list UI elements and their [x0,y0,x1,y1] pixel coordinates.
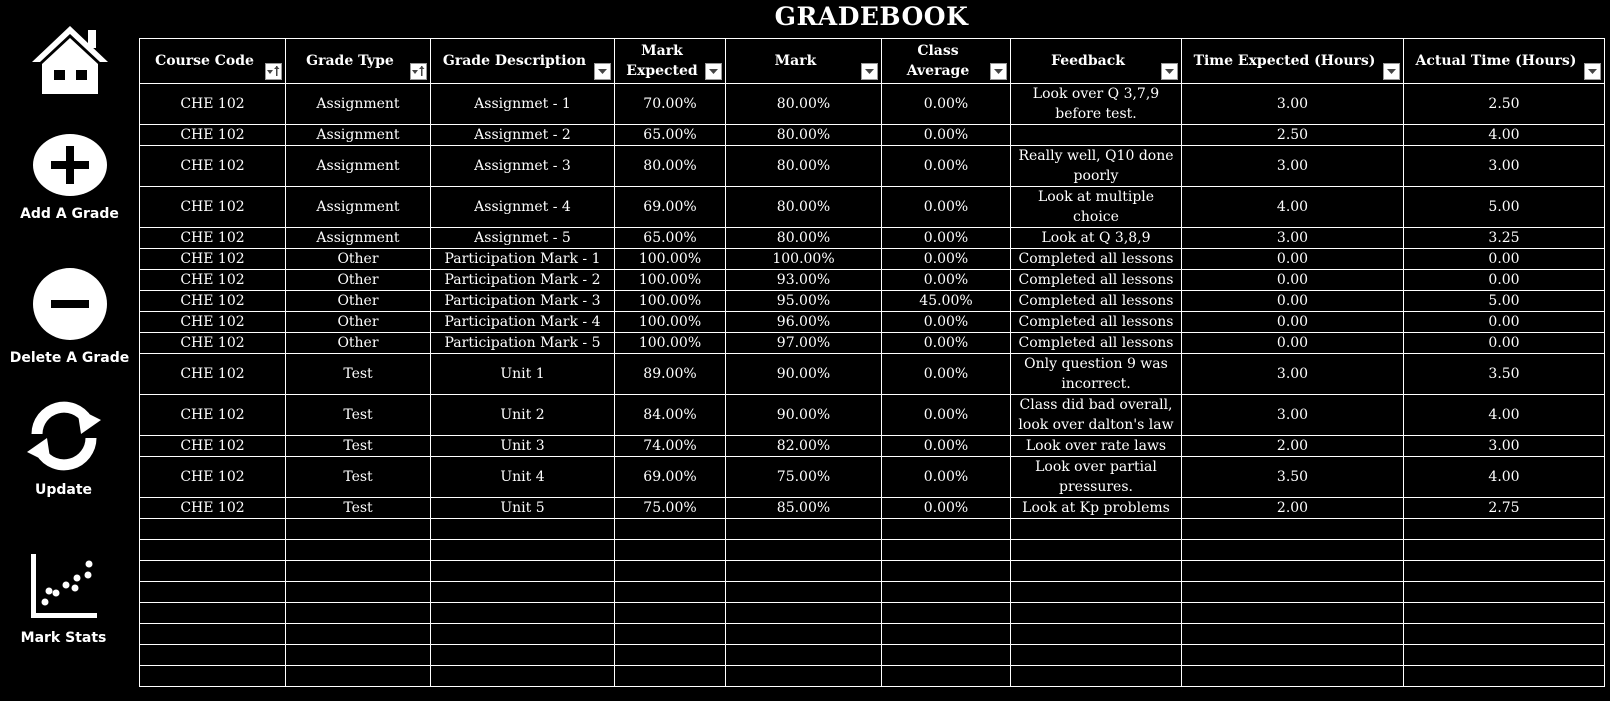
table-cell[interactable]: 75.00% [726,457,882,498]
table-cell[interactable]: Other [286,291,431,312]
table-cell[interactable]: 3.50 [1182,457,1404,498]
table-cell[interactable]: 45.00% [882,291,1011,312]
table-cell[interactable]: Only question 9 was incorrect. [1011,354,1182,395]
table-cell[interactable]: Look over partial pressures. [1011,457,1182,498]
empty-cell[interactable] [431,582,615,603]
empty-row [140,603,1605,624]
filter-dropdown-button[interactable] [1584,63,1601,80]
empty-cell[interactable] [431,624,615,645]
empty-cell[interactable] [431,603,615,624]
sort-filter-icon [267,66,280,77]
table-cell[interactable]: Assignmet - 2 [431,125,615,146]
empty-cell[interactable] [615,561,726,582]
add-grade-label: Add A Grade [20,206,119,222]
table-cell[interactable]: Participation Mark - 3 [431,291,615,312]
table-row [140,436,1605,457]
table-cell[interactable]: 0.00 [1182,312,1404,333]
column-header [286,39,431,84]
empty-cell[interactable] [615,645,726,666]
empty-cell[interactable] [1404,624,1605,645]
column-header [140,39,286,84]
table-cell[interactable]: CHE 102 [140,125,286,146]
table-cell[interactable]: 80.00% [726,228,882,249]
table-cell[interactable]: Really well, Q10 done poorly [1011,146,1182,187]
table-cell[interactable]: 0.00% [882,84,1011,125]
table-cell[interactable]: CHE 102 [140,146,286,187]
column-header [1182,39,1404,84]
table-cell[interactable]: Look over rate laws [1011,436,1182,457]
table-cell[interactable]: 0.00 [1404,333,1605,354]
empty-cell[interactable] [726,582,882,603]
column-header-label: Mark [774,53,817,69]
filter-dropdown-button[interactable] [594,63,611,80]
table-cell[interactable]: Other [286,312,431,333]
refresh-icon [17,398,111,474]
table-cell[interactable]: 0.00% [882,249,1011,270]
table-cell[interactable]: Look over Q 3,7,9 before test. [1011,84,1182,125]
table-cell[interactable]: 100.00% [615,270,726,291]
empty-cell[interactable] [726,561,882,582]
table-cell[interactable]: Unit 5 [431,498,615,519]
table-cell[interactable]: CHE 102 [140,498,286,519]
table-cell[interactable]: Test [286,354,431,395]
empty-cell[interactable] [431,666,615,687]
column-header-label: Grade Description [442,53,587,69]
empty-cell[interactable] [726,645,882,666]
chevron-down-icon [1165,69,1174,75]
filter-dropdown-button[interactable] [1383,63,1400,80]
table-cell[interactable]: Look at Kp problems [1011,498,1182,519]
table-cell[interactable]: 85.00% [726,498,882,519]
table-cell[interactable]: 3.00 [1404,436,1605,457]
empty-cell[interactable] [1182,645,1404,666]
table-cell[interactable]: CHE 102 [140,84,286,125]
empty-cell[interactable] [140,624,286,645]
table-cell[interactable]: 100.00% [615,249,726,270]
table-cell[interactable]: 3.00 [1182,228,1404,249]
table-cell[interactable]: 4.00 [1404,125,1605,146]
table-row [140,270,1605,291]
table-cell[interactable]: Assignment [286,187,431,228]
column-header [615,39,726,84]
empty-row [140,519,1605,540]
table-cell[interactable]: Look at multiple choice [1011,187,1182,228]
table-cell[interactable]: Completed all lessons [1011,270,1182,291]
mark-stats-label: Mark Stats [20,630,107,646]
empty-cell[interactable] [1404,603,1605,624]
column-header-label: Mark Expected [626,43,698,79]
table-cell[interactable]: Completed all lessons [1011,312,1182,333]
empty-cell[interactable] [431,519,615,540]
empty-cell[interactable] [1182,582,1404,603]
table-cell[interactable]: Assignmet - 4 [431,187,615,228]
empty-cell[interactable] [1011,645,1182,666]
minus-circle-icon [31,266,109,342]
empty-cell[interactable] [286,645,431,666]
table-cell[interactable]: Assignmet - 3 [431,146,615,187]
table-cell[interactable]: Test [286,395,431,436]
table-cell[interactable]: 2.50 [1182,125,1404,146]
filter-dropdown-button[interactable] [990,63,1007,80]
empty-cell[interactable] [1182,519,1404,540]
table-cell[interactable]: Unit 2 [431,395,615,436]
table-cell[interactable]: CHE 102 [140,354,286,395]
table-cell[interactable]: 90.00% [726,354,882,395]
table-cell[interactable]: 0.00 [1182,249,1404,270]
page-title: GRADEBOOK [774,2,969,31]
table-cell[interactable]: 74.00% [615,436,726,457]
table-cell[interactable]: Participation Mark - 4 [431,312,615,333]
table-cell[interactable]: CHE 102 [140,333,286,354]
column-header-label: Grade Type [306,53,394,69]
empty-cell[interactable] [140,519,286,540]
empty-cell[interactable] [140,666,286,687]
table-cell[interactable]: 70.00% [615,84,726,125]
empty-cell[interactable] [140,582,286,603]
table-cell[interactable]: 0.00% [882,498,1011,519]
table-cell[interactable]: Unit 1 [431,354,615,395]
table-cell[interactable]: 0.00% [882,270,1011,291]
table-cell[interactable]: Completed all lessons [1011,333,1182,354]
table-cell[interactable]: CHE 102 [140,291,286,312]
table-row [140,249,1605,270]
filter-dropdown-button[interactable] [705,63,722,80]
plus-circle-icon [31,132,109,198]
table-cell[interactable]: 75.00% [615,498,726,519]
empty-cell[interactable] [726,603,882,624]
empty-cell[interactable] [615,582,726,603]
table-cell[interactable]: 80.00% [726,84,882,125]
table-cell[interactable]: 3.00 [1182,354,1404,395]
table-cell[interactable]: 96.00% [726,312,882,333]
table-cell[interactable]: 4.00 [1404,457,1605,498]
table-row [140,187,1605,228]
table-cell[interactable]: 0.00% [882,312,1011,333]
table-cell[interactable] [1011,125,1182,146]
table-cell[interactable]: Class did bad overall, look over dalton's law [1011,395,1182,436]
table-row [140,84,1605,125]
table-cell[interactable]: CHE 102 [140,228,286,249]
table-cell[interactable]: 4.00 [1182,187,1404,228]
empty-cell[interactable] [1011,666,1182,687]
table-cell[interactable]: 0.00 [1182,270,1404,291]
home-icon [28,22,112,98]
table-cell[interactable]: CHE 102 [140,436,286,457]
empty-cell[interactable] [1404,540,1605,561]
table-cell[interactable]: Assignment [286,84,431,125]
empty-cell[interactable] [286,519,431,540]
table-row [140,146,1605,187]
table-cell[interactable]: 89.00% [615,354,726,395]
table-cell[interactable]: Assignmet - 5 [431,228,615,249]
table-cell[interactable]: 4.00 [1404,395,1605,436]
home-button[interactable] [0,22,139,102]
table-cell[interactable]: Completed all lessons [1011,291,1182,312]
empty-cell[interactable] [286,603,431,624]
empty-cell[interactable] [1404,561,1605,582]
column-header [882,39,1011,84]
chevron-down-icon [994,69,1003,75]
empty-cell[interactable] [882,603,1011,624]
table-cell[interactable]: Participation Mark - 1 [431,249,615,270]
empty-cell[interactable] [726,519,882,540]
table-cell[interactable]: Assignment [286,125,431,146]
table-cell[interactable]: 2.75 [1404,498,1605,519]
column-header-label: Class Average [906,43,970,79]
table-row [140,125,1605,146]
table-cell[interactable]: CHE 102 [140,187,286,228]
table-cell[interactable]: 0.00% [882,187,1011,228]
empty-cell[interactable] [726,624,882,645]
empty-row [140,561,1605,582]
table-cell[interactable]: 0.00% [882,354,1011,395]
table-cell[interactable]: CHE 102 [140,457,286,498]
delete-grade-button[interactable] [0,266,139,366]
table-cell[interactable]: 2.50 [1404,84,1605,125]
empty-cell[interactable] [1011,603,1182,624]
empty-cell[interactable] [431,645,615,666]
sort-filter-icon [412,66,425,77]
chevron-down-icon [1588,69,1597,75]
update-button[interactable] [0,398,133,498]
table-cell[interactable]: CHE 102 [140,270,286,291]
column-header-label: Course Code [155,53,254,69]
filter-dropdown-button[interactable] [861,63,878,80]
column-header-label: Actual Time (Hours) [1415,53,1577,69]
table-cell[interactable]: 2.00 [1182,498,1404,519]
table-cell[interactable]: 0.00% [882,146,1011,187]
table-cell[interactable]: 0.00% [882,395,1011,436]
table-cell[interactable]: Assignment [286,228,431,249]
empty-cell[interactable] [1011,540,1182,561]
empty-cell[interactable] [1011,582,1182,603]
empty-row [140,645,1605,666]
empty-cell[interactable] [140,603,286,624]
table-cell[interactable]: Test [286,498,431,519]
empty-cell[interactable] [1182,624,1404,645]
table-cell[interactable]: 65.00% [615,228,726,249]
chevron-down-icon [865,69,874,75]
column-header [1404,39,1605,84]
table-cell[interactable]: 3.50 [1404,354,1605,395]
empty-row [140,540,1605,561]
column-header [1011,39,1182,84]
table-cell[interactable]: Other [286,270,431,291]
table-row [140,312,1605,333]
table-cell[interactable]: 69.00% [615,187,726,228]
empty-cell[interactable] [286,582,431,603]
mark-stats-button[interactable] [0,552,133,646]
sidebar [0,0,139,701]
empty-cell[interactable] [1011,519,1182,540]
table-cell[interactable]: 0.00 [1182,291,1404,312]
empty-cell[interactable] [431,561,615,582]
update-label: Update [34,482,93,498]
column-header-label: Time Expected (Hours) [1193,53,1376,69]
table-cell[interactable]: 100.00% [615,312,726,333]
table-cell[interactable]: CHE 102 [140,395,286,436]
empty-cell[interactable] [1404,519,1605,540]
empty-cell[interactable] [882,582,1011,603]
empty-cell[interactable] [615,624,726,645]
table-cell[interactable]: 0.00 [1182,333,1404,354]
table-cell[interactable]: Participation Mark - 5 [431,333,615,354]
table-cell[interactable]: 3.00 [1182,84,1404,125]
empty-cell[interactable] [882,645,1011,666]
chevron-down-icon [709,69,718,75]
table-cell[interactable]: 5.00 [1404,187,1605,228]
gradebook-table [139,38,1605,687]
empty-cell[interactable] [1182,540,1404,561]
empty-cell[interactable] [1404,666,1605,687]
empty-cell[interactable] [286,561,431,582]
empty-cell[interactable] [1404,645,1605,666]
table-row [140,228,1605,249]
column-header [431,39,615,84]
empty-cell[interactable] [286,540,431,561]
table-cell[interactable]: 0.00% [882,436,1011,457]
empty-cell[interactable] [140,645,286,666]
table-row [140,333,1605,354]
table-cell[interactable]: Assignmet - 1 [431,84,615,125]
table-row [140,498,1605,519]
table-row [140,395,1605,436]
empty-cell[interactable] [726,666,882,687]
empty-cell[interactable] [1182,603,1404,624]
table-cell[interactable]: 3.00 [1182,146,1404,187]
table-cell[interactable]: Participation Mark - 2 [431,270,615,291]
table-cell[interactable]: 3.00 [1182,395,1404,436]
empty-row [140,582,1605,603]
table-cell[interactable]: 97.00% [726,333,882,354]
empty-cell[interactable] [882,519,1011,540]
empty-cell[interactable] [615,519,726,540]
table-cell[interactable]: 84.00% [615,395,726,436]
table-cell[interactable]: 0.00 [1404,270,1605,291]
table-cell[interactable]: CHE 102 [140,249,286,270]
table-cell[interactable]: 95.00% [726,291,882,312]
table-cell[interactable]: 80.00% [615,146,726,187]
table-cell[interactable]: 0.00% [882,457,1011,498]
empty-cell[interactable] [1182,666,1404,687]
chevron-down-icon [598,69,607,75]
table-cell[interactable]: Completed all lessons [1011,249,1182,270]
table-cell[interactable]: Unit 4 [431,457,615,498]
delete-grade-label: Delete A Grade [9,350,130,366]
table-cell[interactable]: 100.00% [615,333,726,354]
table-cell[interactable]: CHE 102 [140,312,286,333]
table-cell[interactable]: 80.00% [726,146,882,187]
column-header [726,39,882,84]
table-cell[interactable]: 100.00% [615,291,726,312]
add-grade-button[interactable] [0,132,139,222]
table-cell[interactable]: 0.00% [882,125,1011,146]
table-cell[interactable]: 0.00% [882,333,1011,354]
empty-cell[interactable] [726,540,882,561]
empty-cell[interactable] [140,561,286,582]
sort-filter-button[interactable] [410,63,427,80]
table-cell[interactable]: 3.00 [1404,146,1605,187]
table-cell[interactable]: Assignment [286,146,431,187]
table-cell[interactable]: Unit 3 [431,436,615,457]
empty-cell[interactable] [615,540,726,561]
empty-cell[interactable] [882,666,1011,687]
table-cell[interactable]: 5.00 [1404,291,1605,312]
table-cell[interactable]: 93.00% [726,270,882,291]
table-cell[interactable]: Other [286,333,431,354]
table-cell[interactable]: 82.00% [726,436,882,457]
column-header-label: Feedback [1051,53,1125,69]
empty-cell[interactable] [431,540,615,561]
table-cell[interactable]: 90.00% [726,395,882,436]
empty-cell[interactable] [1182,561,1404,582]
empty-cell[interactable] [140,540,286,561]
empty-cell[interactable] [286,666,431,687]
table-cell[interactable]: Other [286,249,431,270]
empty-cell[interactable] [882,540,1011,561]
chevron-down-icon [1387,69,1396,75]
empty-row [140,624,1605,645]
table-cell[interactable]: 0.00 [1404,249,1605,270]
table-cell[interactable]: 65.00% [615,125,726,146]
empty-cell[interactable] [1011,561,1182,582]
table-cell[interactable]: 0.00% [882,228,1011,249]
table-cell[interactable]: 69.00% [615,457,726,498]
table-cell[interactable]: Test [286,457,431,498]
empty-cell[interactable] [615,666,726,687]
sort-filter-button[interactable] [265,63,282,80]
empty-cell[interactable] [882,561,1011,582]
empty-cell[interactable] [1011,624,1182,645]
table-cell[interactable]: 0.00 [1404,312,1605,333]
empty-cell[interactable] [1404,582,1605,603]
table-cell[interactable]: 80.00% [726,187,882,228]
table-cell[interactable]: Test [286,436,431,457]
table-row [140,291,1605,312]
empty-cell[interactable] [615,603,726,624]
table-cell[interactable]: 80.00% [726,125,882,146]
filter-dropdown-button[interactable] [1161,63,1178,80]
empty-cell[interactable] [286,624,431,645]
table-row [140,354,1605,395]
table-cell[interactable]: 3.25 [1404,228,1605,249]
empty-cell[interactable] [882,624,1011,645]
empty-row [140,666,1605,687]
table-cell[interactable]: Look at Q 3,8,9 [1011,228,1182,249]
table-row [140,457,1605,498]
table-cell[interactable]: 100.00% [726,249,882,270]
scatter-chart-icon [29,552,99,622]
table-cell[interactable]: 2.00 [1182,436,1404,457]
